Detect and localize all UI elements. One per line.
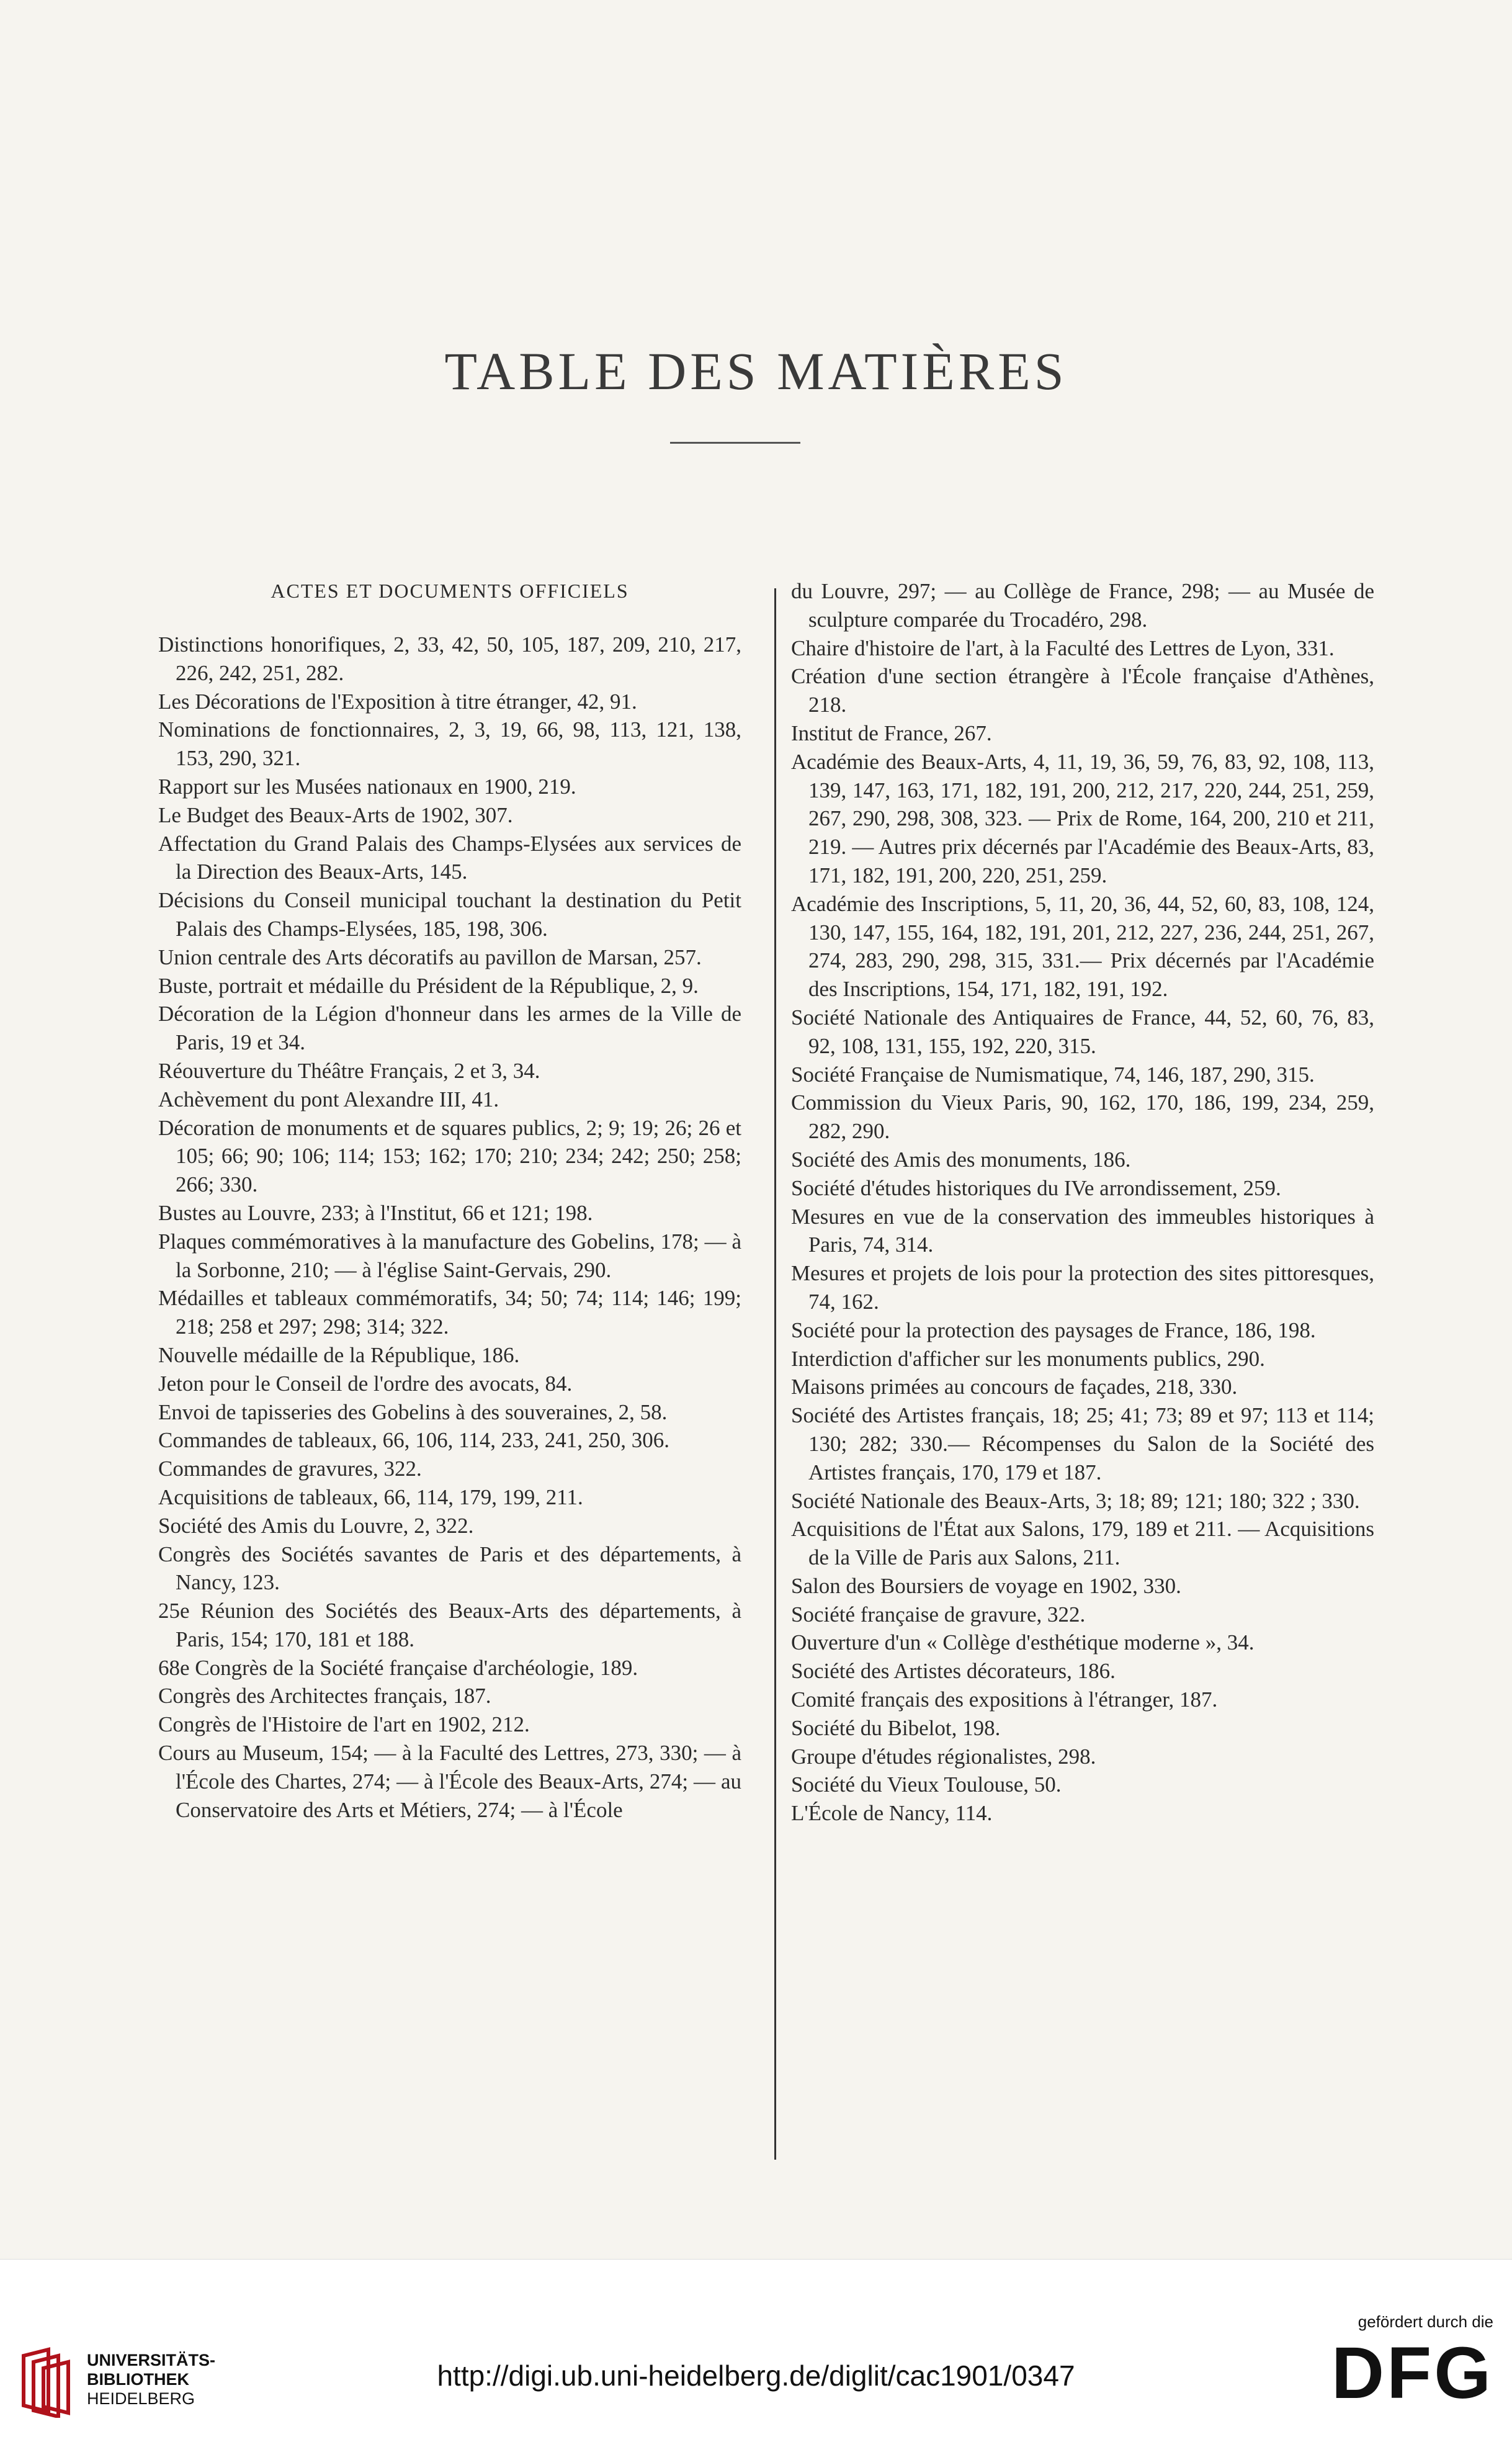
index-entry: Acquisitions de l'État aux Salons, 179, 189 et 211. — Acquisitions de la Ville de Paris aux Salons, 211. (791, 1517, 1374, 1570)
index-entry: Décisions du Conseil municipal touchant la destination du Petit Palais des Champs-Elysées, 185, 198, 306. (158, 888, 741, 941)
index-entry: Réouverture du Théâtre Français, 2 et 3, 34. (158, 1058, 540, 1083)
index-entry: Congrès des Architectes français, 187. (158, 1684, 491, 1708)
index-entry: L'École de Nancy, 114. (791, 1801, 993, 1826)
library-line-3: HEIDELBERG (87, 2389, 195, 2408)
funding-caption: gefördert durch die (1358, 2312, 1493, 2331)
index-entry: Nominations de fonctionnaires, 2, 3, 19, 66, 98, 113, 121, 138, 153, 290, 321. (158, 717, 741, 771)
dfg-logo: DFG (1331, 2332, 1493, 2414)
funding-logo[interactable] (1320, 2312, 1493, 2436)
index-entry: Acquisitions de tableaux, 66, 114, 179, 199, 211. (158, 1484, 583, 1509)
index-entry: Société des Artistes décorateurs, 186. (791, 1659, 1116, 1684)
index-entry: Groupe d'études régionalistes, 298. (791, 1744, 1096, 1769)
index-entry: 68e Congrès de la Société française d'archéologie, 189. (158, 1655, 638, 1680)
index-entry: Société Française de Numismatique, 74, 146, 187, 290, 315. (791, 1062, 1315, 1087)
index-entry: Mesures en vue de la conservation des immeubles historiques à Paris, 74, 314. (791, 1204, 1374, 1257)
index-entry: Buste, portrait et médaille du Président de la République, 2, 9. (158, 973, 699, 998)
right-column (791, 577, 1374, 1828)
column-divider (774, 588, 776, 2160)
index-entry: Chaire d'histoire de l'art, à la Faculté des Lettres de Lyon, 331. (791, 635, 1335, 660)
index-entry: Société pour la protection des paysages de France, 186, 198. (791, 1318, 1316, 1342)
index-entry: Envoi de tapisseries des Gobelins à des souveraines, 2, 58. (158, 1399, 668, 1424)
index-entry: Nouvelle médaille de la République, 186. (158, 1342, 520, 1367)
index-entry: Distinctions honorifiques, 2, 33, 42, 50, 105, 187, 209, 210, 217, 226, 242, 251, 282. (158, 632, 741, 685)
index-entry: Décoration de monuments et de squares publics, 2; 9; 19; 26; 26 et 105; 66; 90; 106; 114; 153; 162; 170; 210; 234; 242; 250; 258; 266; 330. (158, 1115, 741, 1197)
index-entry: Décoration de la Légion d'honneur dans les armes de la Ville de Paris, 19 et 34. (158, 1002, 741, 1055)
index-entry: Société Nationale des Beaux-Arts, 3; 18; 89; 121; 180; 322 ; 330. (791, 1488, 1360, 1513)
index-entry: Société française de gravure, 322. (791, 1602, 1086, 1627)
right-entries (791, 577, 1374, 1828)
section-heading: ACTES ET DOCUMENTS OFFICIELS (271, 580, 629, 602)
library-line-1: UNIVERSITÄTS- (87, 2351, 216, 2369)
index-entry: Médailles et tableaux commémoratifs, 34; 50; 74; 114; 146; 199; 218; 258 et 297; 298; 314; 322. (158, 1286, 741, 1339)
index-entry: Société des Amis des monuments, 186. (791, 1147, 1131, 1172)
index-entry: Académie des Beaux-Arts, 4, 11, 19, 36, 59, 76, 83, 92, 108, 113, 139, 147, 163, 171, 182, 191, 200, 212, 217, 220, 244, 251, 259, 267, 290, 298, 308, 323. — Prix de Rome, 164, 200, 210 et 211, 219. — Autres prix décernés par l'Académie des Beaux-Arts, 83, 171, 182, 191, 200, 220, 251, 259. (791, 749, 1374, 887)
index-entry: Interdiction d'afficher sur les monuments publics, 290. (791, 1346, 1265, 1371)
index-entry: du Louvre, 297; — au Collège de France, 298; — au Musée de sculpture comparée du Trocadéro, 298. (791, 579, 1374, 632)
library-line-2: BIBLIOTHEK (87, 2370, 189, 2389)
index-entry: Plaques commémoratives à la manufacture des Gobelins, 178; — à la Sorbonne, 210; — à l'église Saint-Gervais, 290. (158, 1229, 741, 1282)
index-entry: Maisons primées au concours de façades, 218, 330. (791, 1375, 1238, 1399)
index-entry: 25e Réunion des Sociétés des Beaux-Arts des départements, à Paris, 154; 170, 181 et 188. (158, 1599, 741, 1651)
index-entry: Commandes de gravures, 322. (158, 1457, 422, 1481)
index-entry: Jeton pour le Conseil de l'ordre des avocats, 84. (158, 1371, 573, 1396)
index-entry: Congrès de l'Histoire de l'art en 1902, 212. (158, 1712, 530, 1737)
index-entry: Institut de France, 267. (791, 721, 992, 745)
viewer-footer (0, 2259, 1512, 2447)
index-entry: Congrès des Sociétés savantes de Paris et des départements, à Nancy, 123. (158, 1542, 741, 1595)
index-entry: Création d'une section étrangère à l'École française d'Athènes, 218. (791, 664, 1374, 717)
index-entry: Société des Artistes français, 18; 25; 41; 73; 89 et 97; 113 et 114; 130; 282; 330.— Récompenses du Salon de la Société des Artistes français, 170, 179 et 187. (791, 1403, 1374, 1484)
index-entry: Les Décorations de l'Exposition à titre étranger, 42, 91. (158, 689, 637, 714)
index-entry: Société d'études historiques du IVe arrondissement, 259. (791, 1175, 1281, 1200)
index-entry: Académie des Inscriptions, 5, 11, 20, 36, 44, 52, 60, 83, 108, 124, 130, 147, 155, 164, 182, 191, 201, 212, 227, 236, 244, 251, 267, 274, 283, 290, 298, 315, 331.— Prix décernés par l'Académie des Inscriptions, 154, 171, 182, 191, 192. (791, 891, 1374, 1002)
index-entry: Ouverture d'un « Collège d'esthétique moderne », 34. (791, 1630, 1255, 1655)
index-entry: Société du Vieux Toulouse, 50. (791, 1772, 1062, 1797)
page-title: TABLE DES MATIÈRES (444, 341, 1068, 401)
index-entry: Commission du Vieux Paris, 90, 162, 170, 186, 199, 234, 259, 282, 290. (791, 1090, 1374, 1144)
index-entry: Rapport sur les Musées nationaux en 1900, 219. (158, 774, 576, 799)
index-entry: Achèvement du pont Alexandre III, 41. (158, 1087, 499, 1111)
index-entry: Commandes de tableaux, 66, 106, 114, 233, 241, 250, 306. (158, 1428, 670, 1453)
index-entry: Bustes au Louvre, 233; à l'Institut, 66 et 121; 198. (158, 1200, 593, 1225)
index-entry: Société du Bibelot, 198. (791, 1715, 1001, 1740)
index-entry: Union centrale des Arts décoratifs au pavillon de Marsan, 257. (158, 945, 702, 969)
index-entry: Salon des Boursiers de voyage en 1902, 330. (791, 1573, 1181, 1598)
index-entry: Le Budget des Beaux-Arts de 1902, 307. (158, 802, 513, 827)
index-entry: Affectation du Grand Palais des Champs-Elysées aux services de la Direction des Beaux-Arts, 145. (158, 831, 741, 884)
permalink-url[interactable]: http://digi.ub.uni-heidelberg.de/diglit/cac1901/0347 (437, 2359, 1075, 2392)
left-entries (158, 631, 741, 1824)
title-rule (670, 442, 800, 444)
index-entry: Mesures et projets de lois pour la protection des sites pittoresques, 74, 162. (791, 1261, 1374, 1314)
left-column (158, 577, 741, 1824)
index-entry: Société Nationale des Antiquaires de France, 44, 52, 60, 76, 83, 92, 108, 131, 155, 192, 220, 315. (791, 1005, 1374, 1058)
index-entry: Société des Amis du Louvre, 2, 322. (158, 1513, 474, 1538)
index-entry: Cours au Museum, 154; — à la Faculté des Lettres, 273, 330; — à l'École des Chartes, 274; — à l'École des Beaux-Arts, 274; — au Conservatoire des Arts et Métiers, 274; — à l'École (158, 1741, 741, 1822)
index-entry: Comité français des expositions à l'étranger, 187. (791, 1687, 1218, 1712)
